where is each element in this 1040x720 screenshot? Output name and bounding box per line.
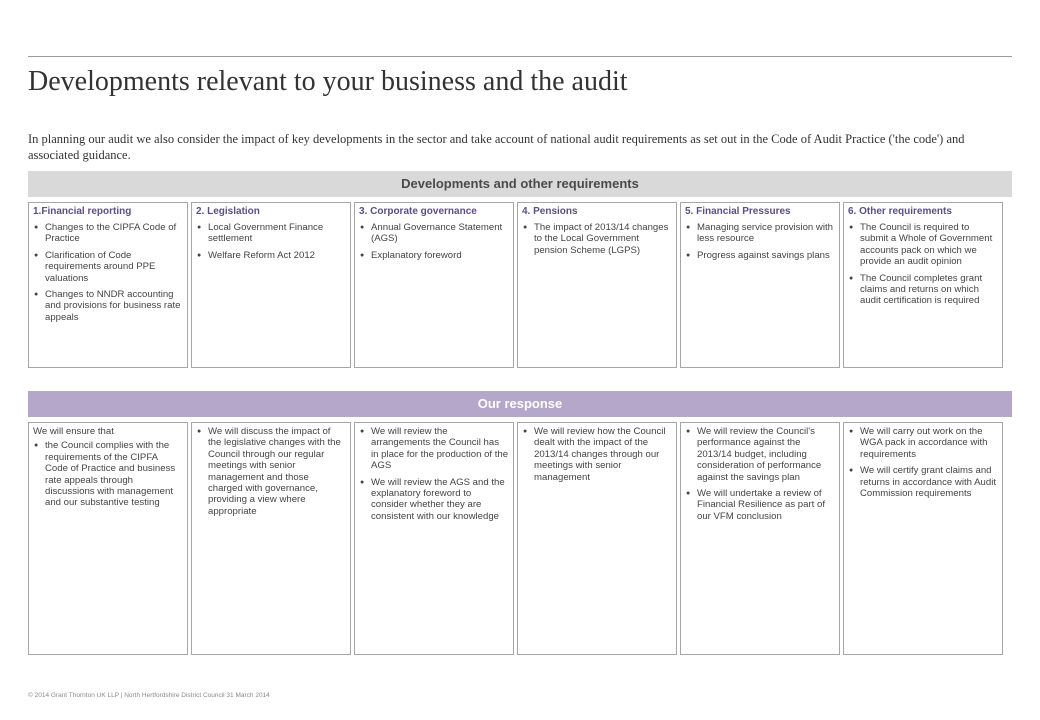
response-list	[196, 426, 346, 517]
development-heading: 4. Pensions	[522, 206, 578, 217]
response-box-pensions	[517, 422, 677, 655]
development-box-financial-reporting	[28, 202, 188, 368]
list-item: ● Annual Governance Statement (AGS)	[359, 222, 509, 245]
response-list	[848, 426, 998, 499]
response-banner: Our response	[28, 391, 1012, 417]
list-item: ● Progress against savings plans	[685, 250, 835, 261]
list-item: ● Welfare Reform Act 2012	[196, 250, 346, 261]
development-list	[196, 222, 346, 261]
list-item: ● We will review the arrangements the Council has in place for the production of the AGS	[359, 426, 509, 472]
response-lead: We will ensure that	[33, 426, 114, 437]
list-item: ● Managing service provision with less resource	[685, 222, 835, 245]
development-box-pensions	[517, 202, 677, 368]
list-item: ● The impact of 2013/14 changes to the Local Government pension Scheme (LGPS)	[522, 222, 672, 256]
development-box-financial-pressures	[680, 202, 840, 368]
list-item: ● Clarification of Code requirements around PPE valuations	[33, 250, 183, 284]
list-item: ● Local Government Finance settlement	[196, 222, 346, 245]
response-box-legislation	[191, 422, 351, 655]
response-list	[33, 440, 183, 508]
development-list	[685, 222, 835, 261]
list-item: ● We will review the AGS and the explanatory foreword to consider whether they are consistent with our knowledge	[359, 477, 509, 523]
list-item: ● We will discuss the impact of the legislative changes with the Council through our regular meetings with senior management and those charged with governance, providing a view where appropriate	[196, 426, 346, 517]
list-item: ● The Council completes grant claims and returns on which audit certification is required	[848, 273, 998, 307]
development-heading: 1.Financial reporting	[33, 206, 132, 217]
development-list	[359, 222, 509, 261]
top-rule	[28, 56, 1012, 57]
development-list	[33, 222, 183, 323]
development-heading: 6. Other requirements	[848, 206, 952, 217]
development-list	[522, 222, 672, 256]
development-heading: 3. Corporate governance	[359, 206, 477, 217]
list-item: ● We will carry out work on the WGA pack in accordance with requirements	[848, 426, 998, 460]
development-list	[848, 222, 998, 307]
list-item: ● We will review the Council's performance against the 2013/14 budget, including consideration of performance against the savings plan	[685, 426, 835, 483]
list-item: ● The Council is required to submit a Whole of Government accounts pack on which we provide an audit opinion	[848, 222, 998, 268]
footer-copyright: © 2014 Grant Thornton UK LLP | North Hertfordshire District Council 31 March 2014	[28, 692, 270, 699]
developments-banner: Developments and other requirements	[28, 171, 1012, 197]
responses-row	[28, 422, 1014, 655]
development-box-corporate-governance	[354, 202, 514, 368]
response-list	[685, 426, 835, 522]
list-item: ● We will undertake a review of Financial Resilience as part of our VFM conclusion	[685, 488, 835, 522]
response-box-other-requirements	[843, 422, 1003, 655]
list-item: ● We will certify grant claims and returns in accordance with Audit Commission requirements	[848, 465, 998, 499]
response-box-financial-reporting	[28, 422, 188, 655]
list-item: ● the Council complies with the requirements of the CIPFA Code of Practice and business rate appeals through discussions with management and our substantive testing	[33, 440, 183, 508]
response-box-financial-pressures	[680, 422, 840, 655]
development-box-other-requirements	[843, 202, 1003, 368]
list-item: ● We will review how the Council dealt with the impact of the 2013/14 changes through our meetings with senior management	[522, 426, 672, 483]
development-box-legislation	[191, 202, 351, 368]
list-item: ● Changes to the CIPFA Code of Practice	[33, 222, 183, 245]
list-item: ● Explanatory foreword	[359, 250, 509, 261]
intro-paragraph: In planning our audit we also consider the impact of key developments in the sector and take account of national audit requirements as set out in the Code of Audit Practice ('the code') and associated guidance.	[28, 132, 965, 162]
response-box-corporate-governance	[354, 422, 514, 655]
list-item: ● Changes to NNDR accounting and provisions for business rate appeals	[33, 289, 183, 323]
response-list	[522, 426, 672, 483]
response-list	[359, 426, 509, 522]
developments-row	[28, 202, 1014, 368]
page-title: Developments relevant to your business and the audit	[28, 66, 628, 97]
development-heading: 5. Financial Pressures	[685, 206, 791, 217]
development-heading: 2. Legislation	[196, 206, 260, 217]
